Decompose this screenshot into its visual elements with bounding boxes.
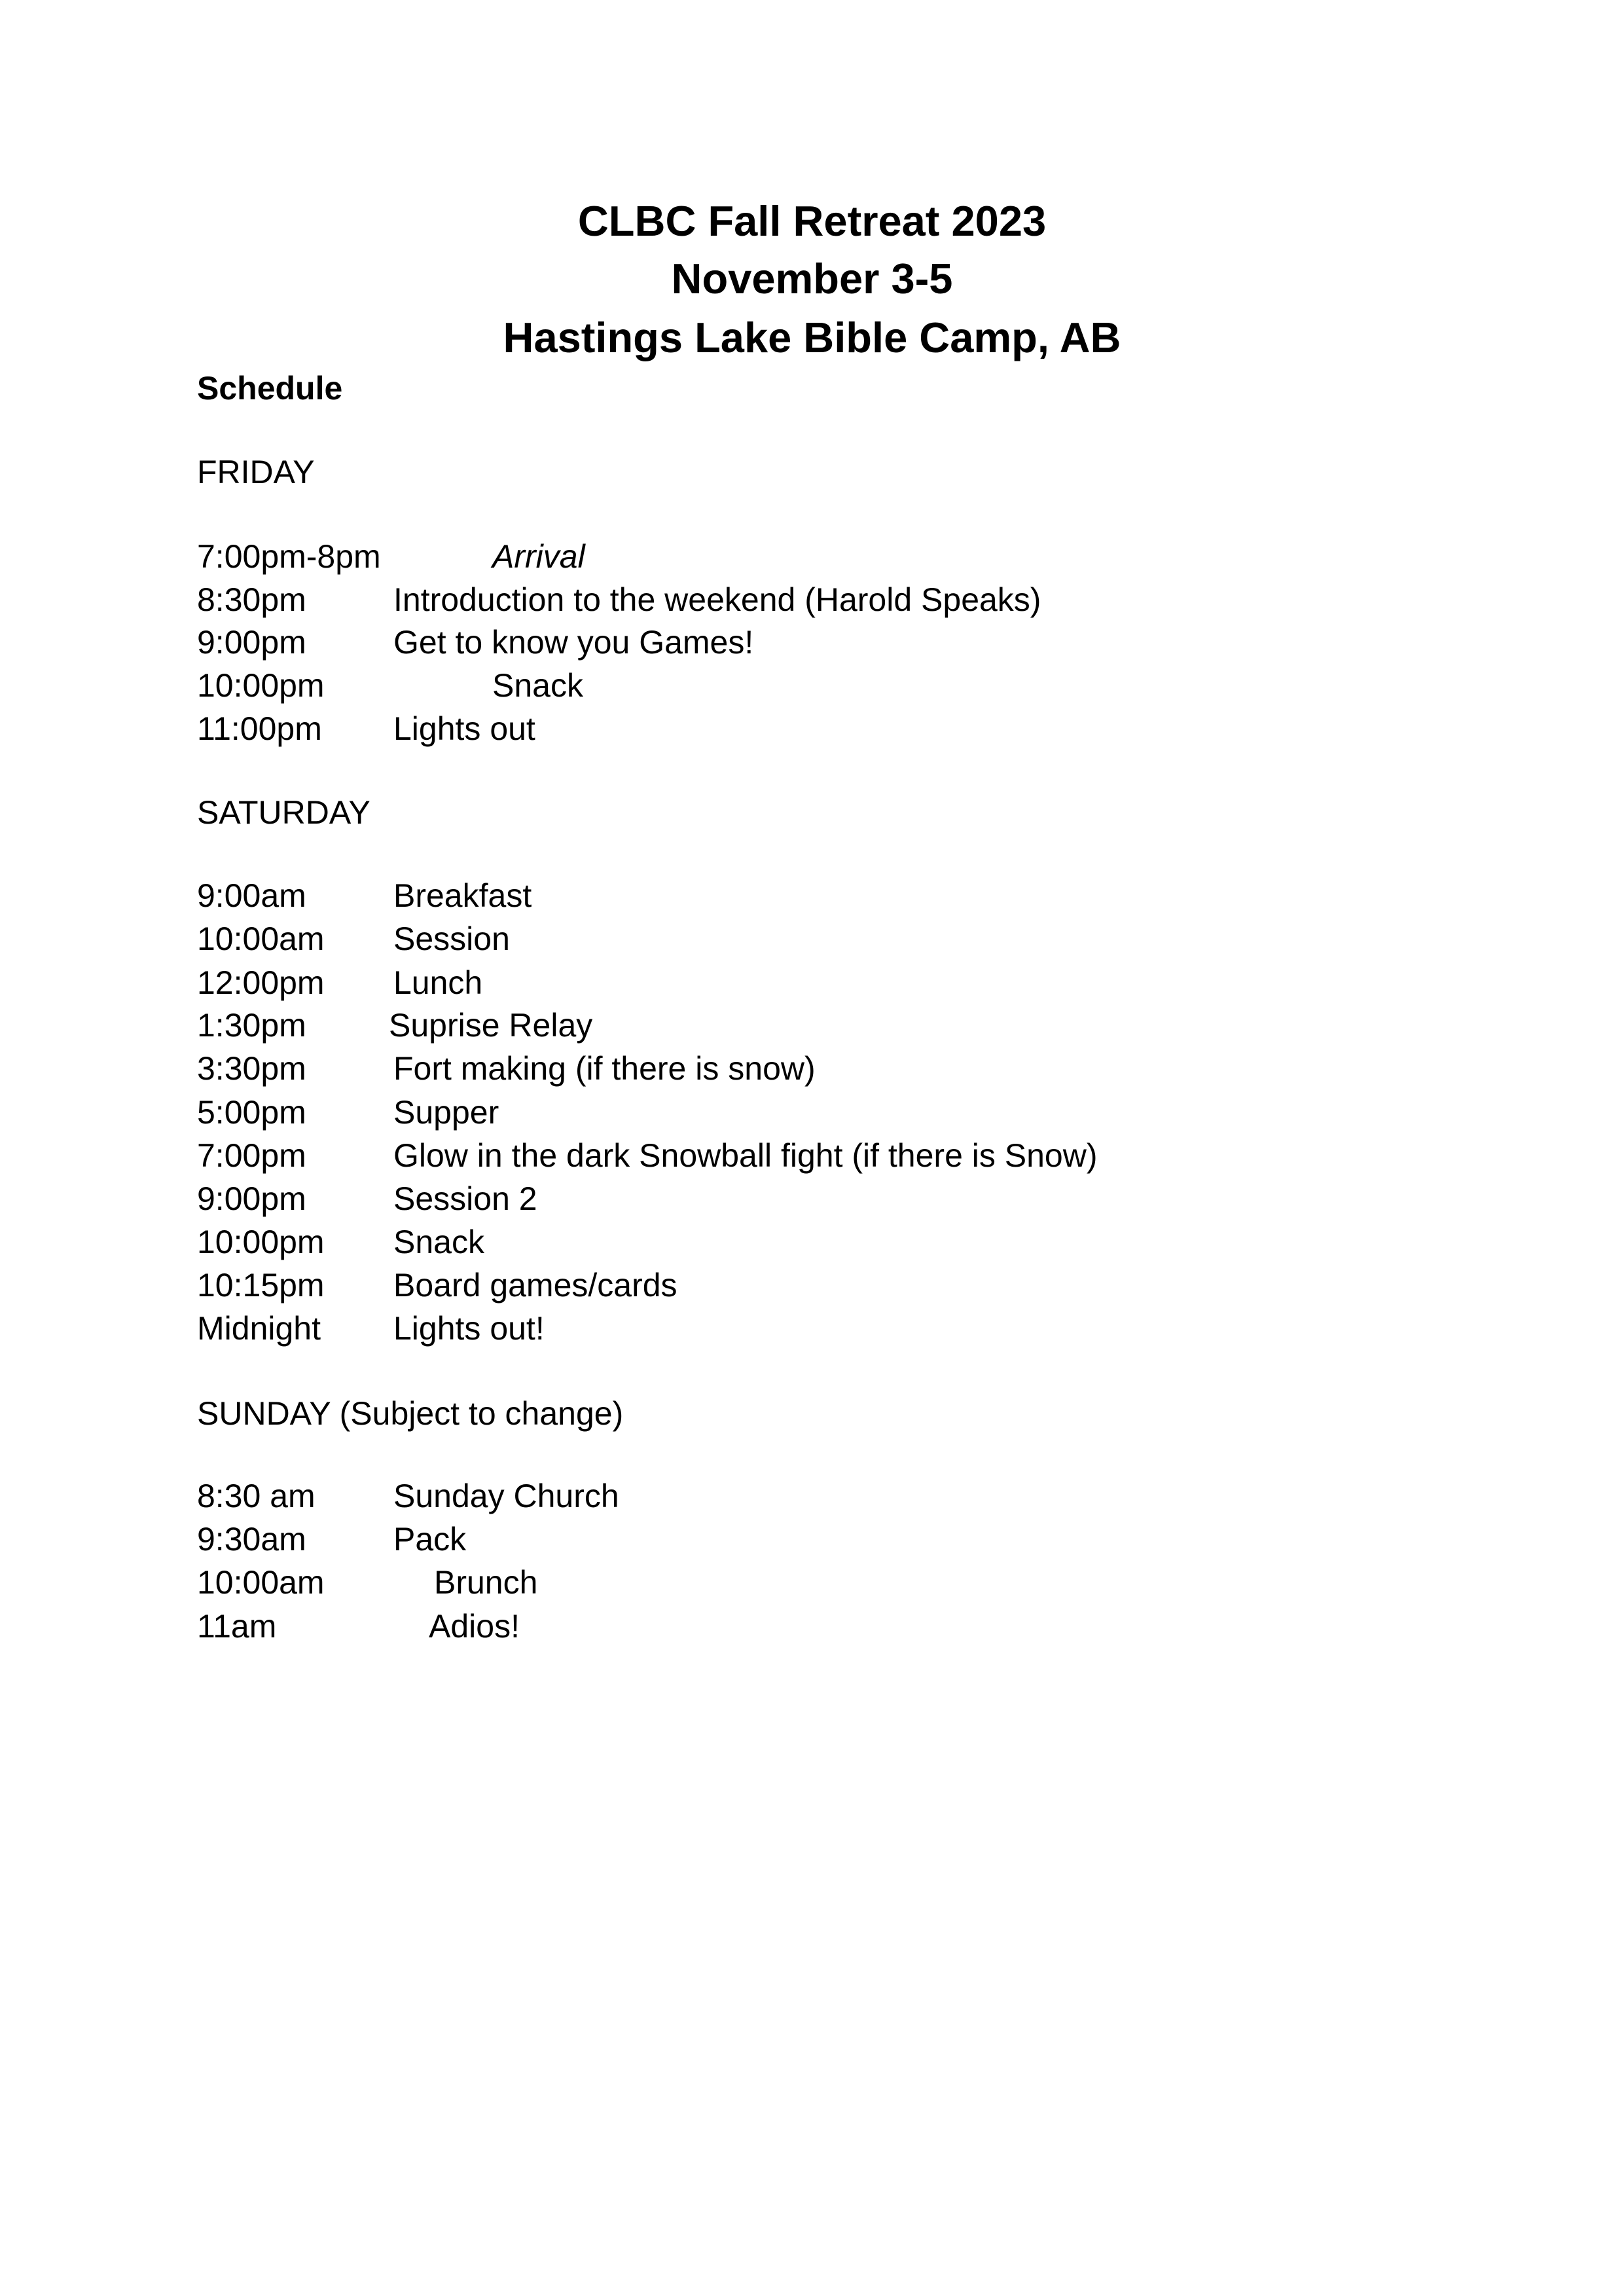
schedule-row: [0, 1561, 1624, 1604]
schedule-row: [0, 1177, 1624, 1220]
schedule-time: 7:00pm-8pm: [197, 538, 381, 575]
schedule-time: 8:30pm: [197, 581, 306, 618]
schedule-row: [0, 707, 1624, 750]
schedule-event: Lights out!: [393, 1310, 545, 1347]
schedule-row: [0, 535, 1624, 578]
schedule-row: [0, 1605, 1624, 1648]
schedule-row: [0, 664, 1624, 707]
schedule-time: 9:30am: [197, 1521, 306, 1558]
schedule-time: 12:00pm: [197, 964, 325, 1001]
schedule-event: Snack: [393, 1224, 484, 1260]
schedule-row: [0, 1307, 1624, 1350]
day-heading-friday: FRIDAY: [197, 454, 315, 490]
schedule-time: 5:00pm: [197, 1094, 306, 1131]
schedule-event: Brunch: [434, 1564, 538, 1601]
schedule-row: [0, 917, 1624, 960]
schedule-time: 10:15pm: [197, 1267, 325, 1303]
schedule-event: Lights out: [393, 710, 535, 747]
day-heading-saturday: SATURDAY: [197, 794, 370, 831]
schedule-row: [0, 1264, 1624, 1307]
schedule-event: Adios!: [429, 1608, 520, 1645]
schedule-event: Glow in the dark Snowball fight (if there is Snow): [393, 1137, 1098, 1174]
schedule-time: 10:00pm: [197, 667, 325, 704]
schedule-heading: Schedule: [197, 370, 343, 407]
schedule-event: Suprise Relay: [389, 1007, 593, 1044]
schedule-time: 9:00am: [197, 877, 306, 914]
schedule-row: [0, 1518, 1624, 1561]
schedule-row: [0, 874, 1624, 917]
schedule-time: 3:30pm: [197, 1050, 306, 1087]
schedule-time: 8:30 am: [197, 1478, 316, 1514]
day-heading-sunday: SUNDAY (Subject to change): [197, 1395, 624, 1432]
title-dates: November 3-5: [671, 255, 953, 302]
schedule-row: [0, 1004, 1624, 1047]
schedule-event: Fort making (if there is snow): [393, 1050, 816, 1087]
title-retreat-name: CLBC Fall Retreat 2023: [577, 197, 1047, 245]
title-location: Hastings Lake Bible Camp, AB: [503, 314, 1121, 361]
schedule-time: 11:00pm: [197, 710, 322, 747]
schedule-time: 1:30pm: [197, 1007, 306, 1044]
schedule-event: Supper: [393, 1094, 499, 1131]
schedule-event: Get to know you Games!: [393, 624, 754, 661]
schedule-time: 7:00pm: [197, 1137, 306, 1174]
schedule-event: Snack: [492, 667, 583, 704]
schedule-row: [0, 1474, 1624, 1518]
schedule-event: Sunday Church: [393, 1478, 619, 1514]
schedule-event: Session 2: [393, 1180, 537, 1217]
schedule-row: [0, 1134, 1624, 1177]
schedule-time: 10:00pm: [197, 1224, 325, 1260]
schedule-row: [0, 961, 1624, 1004]
schedule-event: Board games/cards: [393, 1267, 677, 1303]
schedule-event: Arrival: [492, 538, 585, 575]
schedule-event: Breakfast: [393, 877, 532, 914]
schedule-row: [0, 1047, 1624, 1090]
schedule-event: Introduction to the weekend (Harold Speaks): [393, 581, 1041, 618]
schedule-time: 10:00am: [197, 1564, 325, 1601]
schedule-row: [0, 621, 1624, 664]
schedule-row: [0, 1220, 1624, 1264]
schedule-time: 9:00pm: [197, 624, 306, 661]
schedule-time: 9:00pm: [197, 1180, 306, 1217]
schedule-event: Pack: [393, 1521, 467, 1558]
schedule-event: Session: [393, 920, 510, 957]
schedule-event: Lunch: [393, 964, 483, 1001]
schedule-time: 11am: [197, 1608, 277, 1645]
schedule-time: 10:00am: [197, 920, 325, 957]
schedule-row: [0, 1091, 1624, 1134]
schedule-time: Midnight: [197, 1310, 321, 1347]
schedule-row: [0, 578, 1624, 621]
